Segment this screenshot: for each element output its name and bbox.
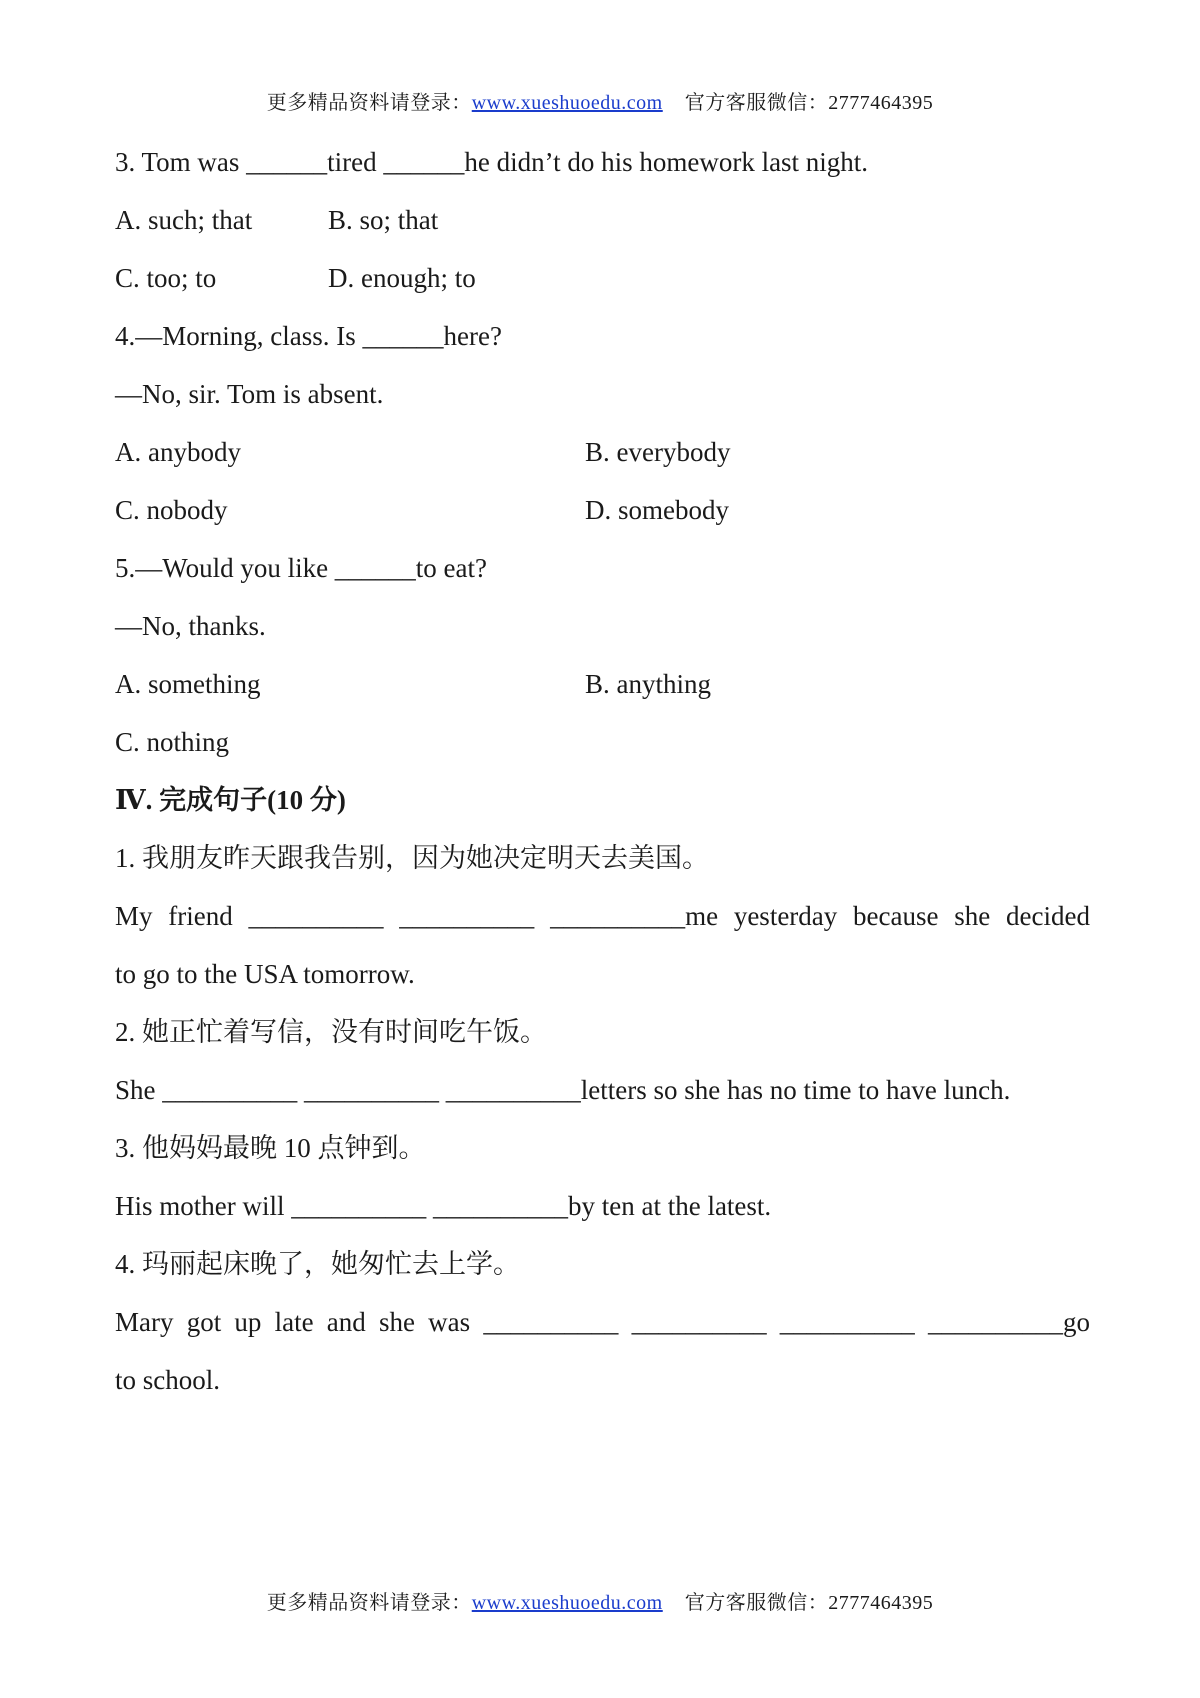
sentence-1-english: My friend __________ __________ __________me yesterday because she decided [115, 901, 1090, 931]
footer-prefix: 更多精品资料请登录： [266, 1592, 472, 1614]
sentence-4-english-cont: to school. [115, 1365, 220, 1395]
header-link[interactable]: www.xueshuoedu.com [471, 92, 663, 114]
q3-option-b[interactable]: B. so; that [328, 205, 439, 235]
sentence-1-english-cont: to go to the USA tomorrow. [115, 959, 415, 989]
q3-stem: 3. Tom was ______tired ______he didn’t do his homework last night. [115, 147, 869, 177]
sentence-4-chinese: 4. 玛丽起床晚了，她匆忙去上学。 [115, 1249, 520, 1279]
q5-option-a[interactable]: A. something [115, 669, 261, 699]
sentence-1-chinese: 1. 我朋友昨天跟我告别，因为她决定明天去美国。 [115, 843, 709, 873]
q3-option-a[interactable]: A. such; that [115, 205, 253, 235]
q4-option-a[interactable]: A. anybody [115, 437, 241, 467]
q4-stem: 4.—Morning, class. Is ______here? [115, 321, 502, 351]
q4-reply: —No, sir. Tom is absent. [115, 379, 384, 409]
sentence-3-chinese: 3. 他妈妈最晚 10 点钟到。 [115, 1133, 426, 1163]
footer-link[interactable]: www.xueshuoedu.com [471, 1592, 663, 1614]
header-prefix: 更多精品资料请登录： [266, 92, 472, 114]
q5-reply: —No, thanks. [115, 611, 266, 641]
q5-stem: 5.—Would you like ______to eat? [115, 553, 488, 583]
header-service: 官方客服微信：2777464395 [684, 92, 934, 114]
page-header [0, 86, 1200, 115]
sentence-4-english: Mary got up late and she was __________ __________ __________ __________go [115, 1307, 1090, 1337]
q5-option-c[interactable]: C. nothing [115, 727, 230, 757]
q5-option-b[interactable]: B. anything [585, 669, 711, 699]
sentence-2-chinese: 2. 她正忙着写信，没有时间吃午饭。 [115, 1017, 547, 1047]
sentence-3-english: His mother will __________ __________by ten at the latest. [115, 1191, 772, 1221]
footer-service: 官方客服微信：2777464395 [684, 1592, 934, 1614]
q4-option-c[interactable]: C. nobody [115, 495, 228, 525]
sentence-2-english: She __________ __________ __________letters so she has no time to have lunch. [115, 1075, 1011, 1105]
q3-option-d[interactable]: D. enough; to [328, 263, 476, 293]
page-footer [0, 1586, 1200, 1615]
q3-option-c[interactable]: C. too; to [115, 263, 217, 293]
q4-option-d[interactable]: D. somebody [585, 495, 729, 525]
q4-option-b[interactable]: B. everybody [585, 437, 731, 467]
section-heading: Ⅳ. 完成句子(10 分) [115, 785, 346, 815]
